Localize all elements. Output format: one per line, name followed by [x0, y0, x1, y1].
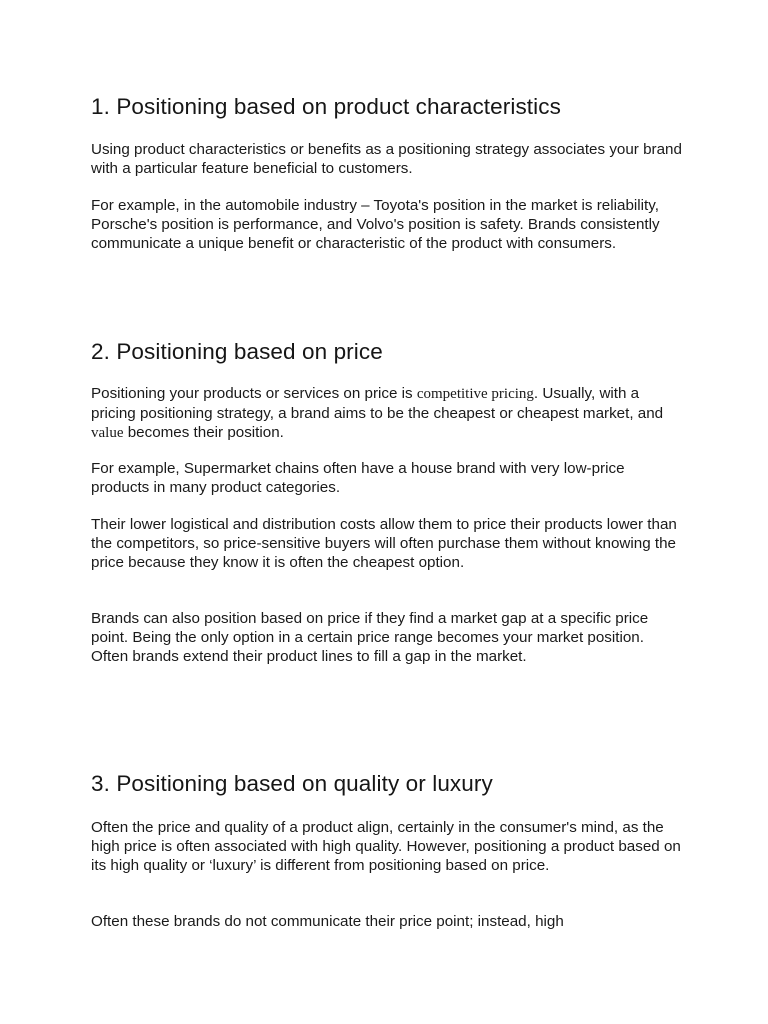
paragraph: Their lower logistical and distribution costs allow them to price their products lower than the competitors, so price-sensitive buyers will often purchase them without knowing the price because they know it is often the cheapest option.: [91, 516, 677, 571]
section-2: [91, 338, 683, 366]
section-2-heading: 2. Positioning based on price: [91, 339, 383, 364]
section-2-paragraph-4: [91, 609, 683, 666]
paragraph: Brands can also position based on price if they find a market gap at a specific price point. Being the only option in a certain price range becomes your market position. Often brands extend their product lines to fill a gap in the market.: [91, 610, 649, 665]
section-1-paragraph-1: [91, 140, 683, 178]
section-3-paragraph-2: [91, 912, 683, 931]
paragraph: For example, in the automobile industry – Toyota's position in the market is reliability, Porsche's position is performance, and Volvo's position is safety. Brands consistently communicate a unique benefit or characteristic of the product with consumers.: [91, 197, 660, 252]
paragraph: For example, Supermarket chains often have a house brand with very low-price products in many product categories.: [91, 460, 625, 496]
paragraph: [91, 384, 683, 443]
section-2-paragraph-2: [91, 459, 683, 497]
value-link[interactable]: value: [91, 425, 124, 441]
paragraph: Often the price and quality of a product align, certainly in the consumer's mind, as the high price is often associated with high quality. However, positioning a product based on its high quality or ‘luxury’ is different from positioning based on price.: [91, 819, 681, 874]
text-run: . Usually, with a pricing positioning strategy, a brand aims to be the cheapest or cheapest market, and: [91, 385, 664, 422]
section-1-heading: 1. Positioning based on product characteristics: [91, 94, 561, 119]
paragraph: Using product characteristics or benefits as a positioning strategy associates your brand with a particular feature beneficial to customers.: [91, 141, 682, 177]
section-1: [91, 93, 683, 121]
section-1-paragraph-2: [91, 196, 683, 253]
section-2-paragraph-1: [91, 384, 683, 443]
text-run: Positioning your products or services on price is: [91, 385, 417, 402]
section-3-paragraph-1: [91, 818, 683, 875]
text-run: becomes their position.: [123, 424, 284, 441]
section-3-heading: 3. Positioning based on quality or luxury: [91, 771, 493, 796]
section-2-paragraph-3: [91, 515, 683, 572]
competitive-pricing-link[interactable]: competitive pricing: [416, 386, 534, 402]
paragraph: Often these brands do not communicate their price point; instead, high: [91, 913, 564, 930]
section-3: [91, 770, 683, 798]
